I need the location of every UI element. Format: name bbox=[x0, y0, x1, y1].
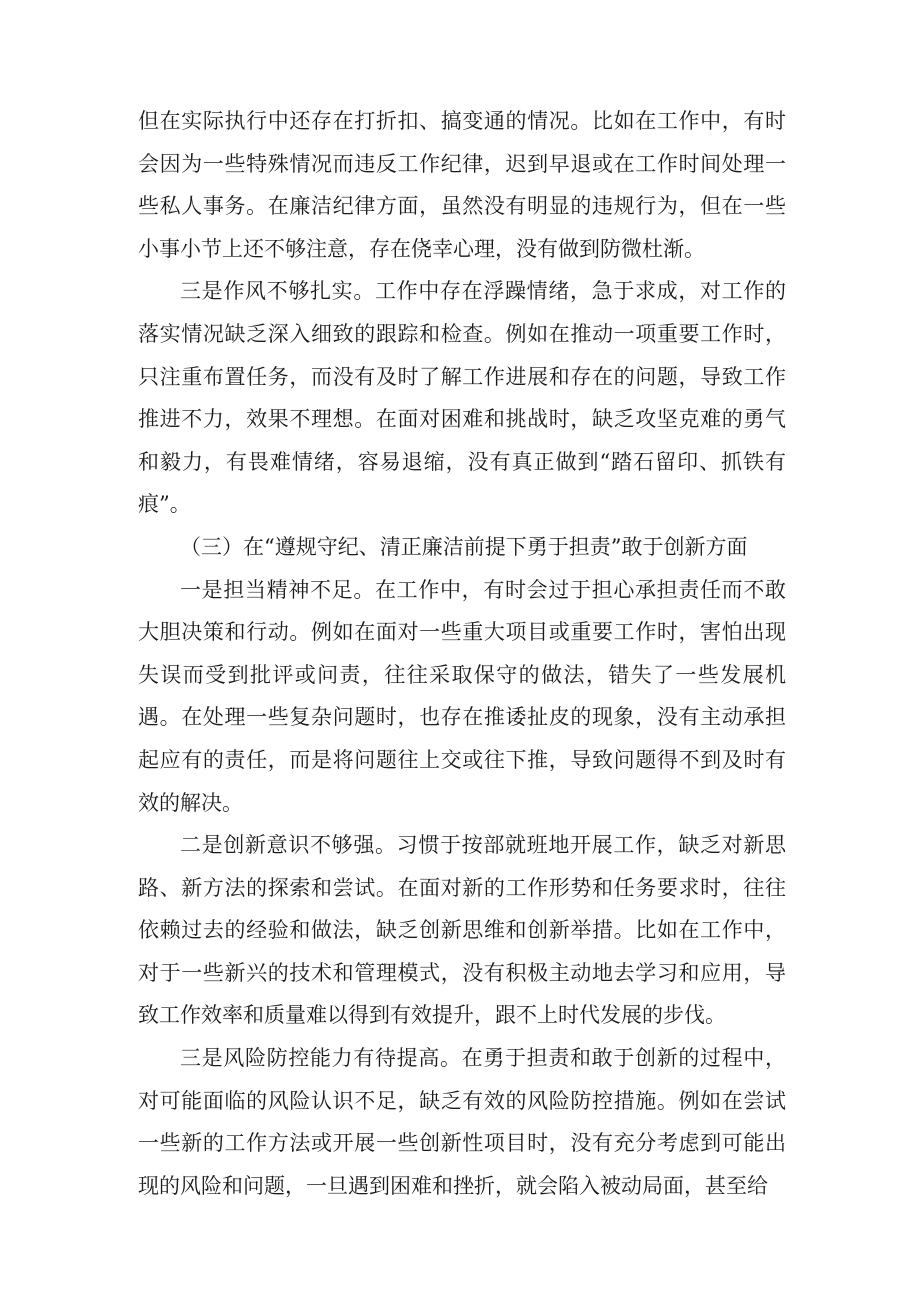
document-body bbox=[138, 100, 786, 1207]
paragraph-work-style: 三是作风不够扎实。工作中存在浮躁情绪，急于求成，对工作的落实情况缺乏深入细致的跟踪和检查。例如在推动一项重要工作时，只注重布置任务，而没有及时了解工作进展和存在的问题，导致工作推进不力，效果不理想。在面对困难和挑战时，缺乏攻坚克难的勇气和毅力，有畏难情绪，容易退缩，没有真正做到“踏石留印、抓铁有痕”。 bbox=[138, 279, 786, 517]
paragraph-innovation: 二是创新意识不够强。习惯于按部就班地开展工作，缺乏对新思路、新方法的探索和尝试。在面对新的工作形势和任务要求时，往往依赖过去的经验和做法，缺乏创新思维和创新举措。比如在工作中，对于一些新兴的技术和管理模式，没有积极主动地去学习和应用，导致工作效率和质量难以得到有效提升，跟不上时代发展的步伐。 bbox=[138, 833, 786, 1028]
section-heading: （三）在“遵规守纪、清正廉洁前提下勇于担责”敢于创新方面 bbox=[180, 534, 748, 559]
paragraph-risk-control: 三是风险防控能力有待提高。在勇于担责和敢于创新的过程中，对可能面临的风险认识不足，缺乏有效的风险防控措施。例如在尝试一些新的工作方法或开展一些创新性项目时，没有充分考虑到可能出现的风险和问题，一旦遇到困难和挫折，就会陷入被动局面，甚至给 bbox=[138, 1046, 786, 1198]
paragraph-responsibility: 一是担当精神不足。在工作中，有时会过于担心承担责任而不敢大胆决策和行动。例如在面对一些重大项目或重要工作时，害怕出现失误而受到批评或问责，往往采取保守的做法，错失了一些发展机遇。在处理一些复杂问题时，也存在推诿扯皮的现象，没有主动承担起应有的责任，而是将问题往上交或往下推，导致问题得不到及时有效的解决。 bbox=[138, 577, 786, 815]
paragraph-continued: 但在实际执行中还存在打折扣、搞变通的情况。比如在工作中，有时会因为一些特殊情况而违反工作纪律，迟到早退或在工作时间处理一些私人事务。在廉洁纪律方面，虽然没有明显的违规行为，但在一些小事小节上还不够注意，存在侥幸心理，没有做到防微杜渐。 bbox=[138, 109, 786, 261]
